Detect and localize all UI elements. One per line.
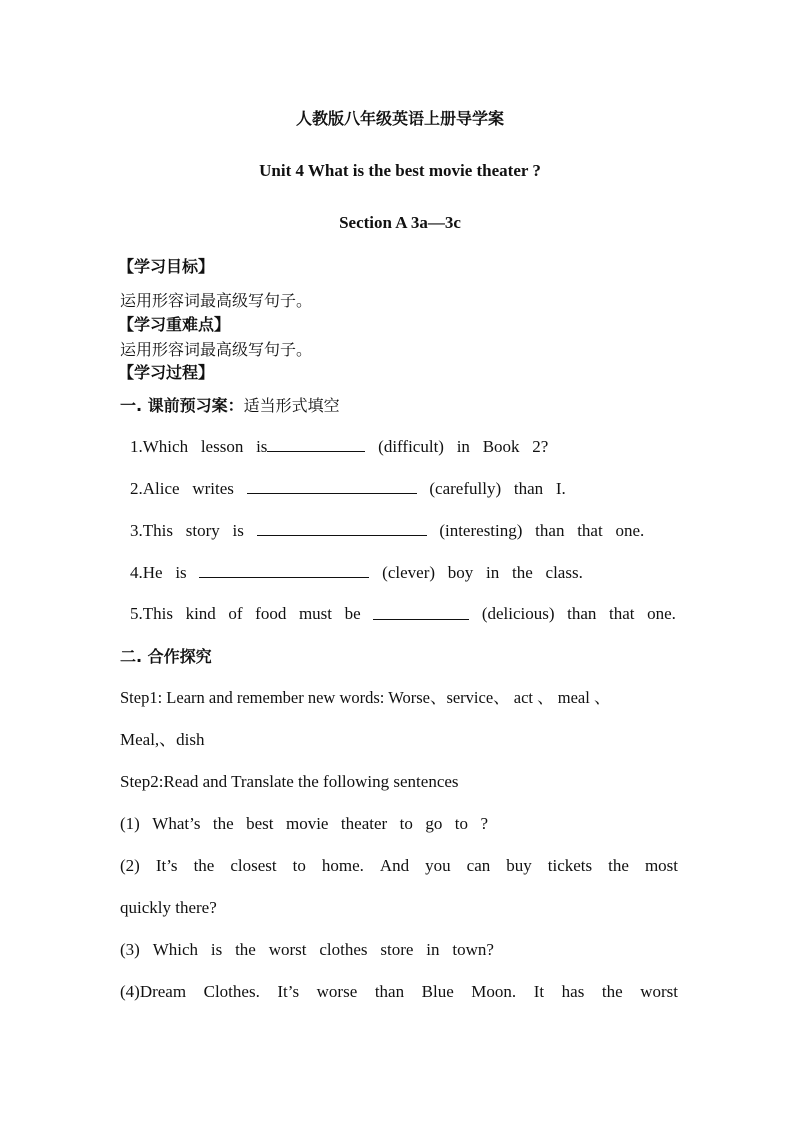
- word: It’s: [155, 856, 178, 875]
- word: 4.He: [130, 563, 163, 582]
- key-points-text: 运用形容词最高级写句子。: [120, 340, 313, 359]
- answer-blank[interactable]: [267, 435, 365, 452]
- exercise-item-1: [130, 435, 548, 458]
- word: best: [246, 814, 274, 833]
- word: (4)Dream: [120, 982, 187, 1001]
- exercise-item-5: [130, 603, 676, 625]
- word: story: [185, 521, 220, 540]
- word: is: [256, 437, 268, 456]
- word: to: [454, 814, 468, 833]
- step1-line1: Step1: Learn and remember new words: Worse、service、 act 、 meal 、: [120, 688, 611, 707]
- word: you: [425, 856, 451, 875]
- word: (3): [120, 940, 140, 959]
- word: has: [561, 982, 585, 1001]
- document-title: 人教版八年级英语上册导学案: [295, 109, 504, 128]
- word: food: [255, 604, 287, 623]
- word: class.: [545, 563, 583, 582]
- word: Moon.: [471, 982, 517, 1001]
- answer-blank[interactable]: [199, 561, 369, 578]
- word: Clothes.: [203, 982, 260, 1001]
- word: closest: [230, 856, 277, 875]
- exercise-item-4: [130, 561, 583, 584]
- step2-line: Step2:Read and Translate the following sentences: [120, 772, 459, 791]
- word: buy: [506, 856, 532, 875]
- word: Book: [482, 437, 520, 456]
- sentence-1: [120, 813, 488, 835]
- section-title: Section A 3a—3c: [339, 213, 461, 232]
- sentence-4: [120, 981, 678, 1003]
- exercise-item-3: [130, 519, 644, 542]
- word: movie: [285, 814, 329, 833]
- word: the: [608, 856, 629, 875]
- preview-instruction: 适当形式填空: [243, 396, 340, 415]
- word: must: [298, 604, 332, 623]
- word-hint: (clever): [382, 563, 436, 582]
- word: 5.This: [130, 604, 173, 623]
- word: the: [193, 856, 215, 875]
- word: writes: [192, 479, 234, 498]
- word: worse: [316, 982, 358, 1001]
- sentence-2-line2: quickly there?: [120, 898, 217, 917]
- word: to: [292, 856, 306, 875]
- word: can: [466, 856, 491, 875]
- word: (1): [120, 814, 140, 833]
- word: lesson: [200, 437, 244, 456]
- exercise-item-2: [130, 477, 566, 500]
- word: one.: [647, 604, 676, 623]
- word: the: [212, 814, 234, 833]
- word: clothes: [319, 940, 368, 959]
- goals-heading: 【学习目标】: [118, 257, 215, 276]
- word: 2.Alice: [130, 479, 180, 498]
- preview-heading: 一. 课前预习案：: [120, 396, 244, 415]
- word: most: [644, 856, 678, 875]
- word: that: [609, 604, 635, 623]
- word: boy: [447, 563, 474, 582]
- answer-blank[interactable]: [247, 477, 417, 494]
- word: in: [456, 437, 470, 456]
- word: the: [512, 563, 533, 582]
- word: is: [210, 940, 223, 959]
- step1-line2: Meal,、dish: [120, 730, 205, 749]
- word: be: [344, 604, 361, 623]
- word-hint: (delicious): [481, 604, 555, 623]
- word: to: [399, 814, 413, 833]
- word: town?: [452, 940, 494, 959]
- preview-line: [120, 395, 340, 417]
- answer-blank[interactable]: [257, 519, 427, 536]
- word: tickets: [547, 856, 593, 875]
- word: of: [228, 604, 243, 623]
- word: (2): [120, 856, 140, 875]
- word: I.: [555, 479, 566, 498]
- word: Which: [152, 940, 199, 959]
- process-heading: 【学习过程】: [118, 363, 215, 382]
- word: than: [513, 479, 544, 498]
- word-hint: (interesting): [439, 521, 523, 540]
- word: worst: [640, 982, 678, 1001]
- word-hint: (difficult): [378, 437, 444, 456]
- word: than: [567, 604, 597, 623]
- word: It: [533, 982, 545, 1001]
- word: in: [426, 940, 440, 959]
- word: kind: [185, 604, 216, 623]
- word: the: [235, 940, 256, 959]
- word: Blue: [421, 982, 454, 1001]
- goals-text: 运用形容词最高级写句子。: [120, 291, 313, 310]
- word: go: [425, 814, 443, 833]
- word: than: [535, 521, 565, 540]
- word: store: [380, 940, 414, 959]
- word: the: [601, 982, 623, 1001]
- word: one.: [615, 521, 645, 540]
- word: 2?: [532, 437, 549, 456]
- word: And: [379, 856, 410, 875]
- answer-blank[interactable]: [373, 603, 469, 620]
- key-points-heading: 【学习重难点】: [118, 315, 231, 334]
- word: than: [374, 982, 405, 1001]
- word: that: [577, 521, 603, 540]
- sentence-2-line1: [120, 855, 678, 877]
- word: worst: [268, 940, 307, 959]
- word: What’s: [152, 814, 201, 833]
- unit-title: Unit 4 What is the best movie theater ?: [259, 161, 541, 180]
- word: theater: [340, 814, 388, 833]
- word: is: [232, 521, 244, 540]
- word: in: [486, 563, 500, 582]
- word: home.: [321, 856, 364, 875]
- word: 1.Which: [130, 437, 189, 456]
- word: ?: [480, 814, 488, 833]
- sentence-3: [120, 939, 494, 961]
- cooperation-heading: 二. 合作探究: [120, 647, 212, 666]
- word: is: [175, 563, 187, 582]
- word-hint: (carefully): [429, 479, 502, 498]
- word: It’s: [277, 982, 300, 1001]
- word: 3.This: [130, 521, 173, 540]
